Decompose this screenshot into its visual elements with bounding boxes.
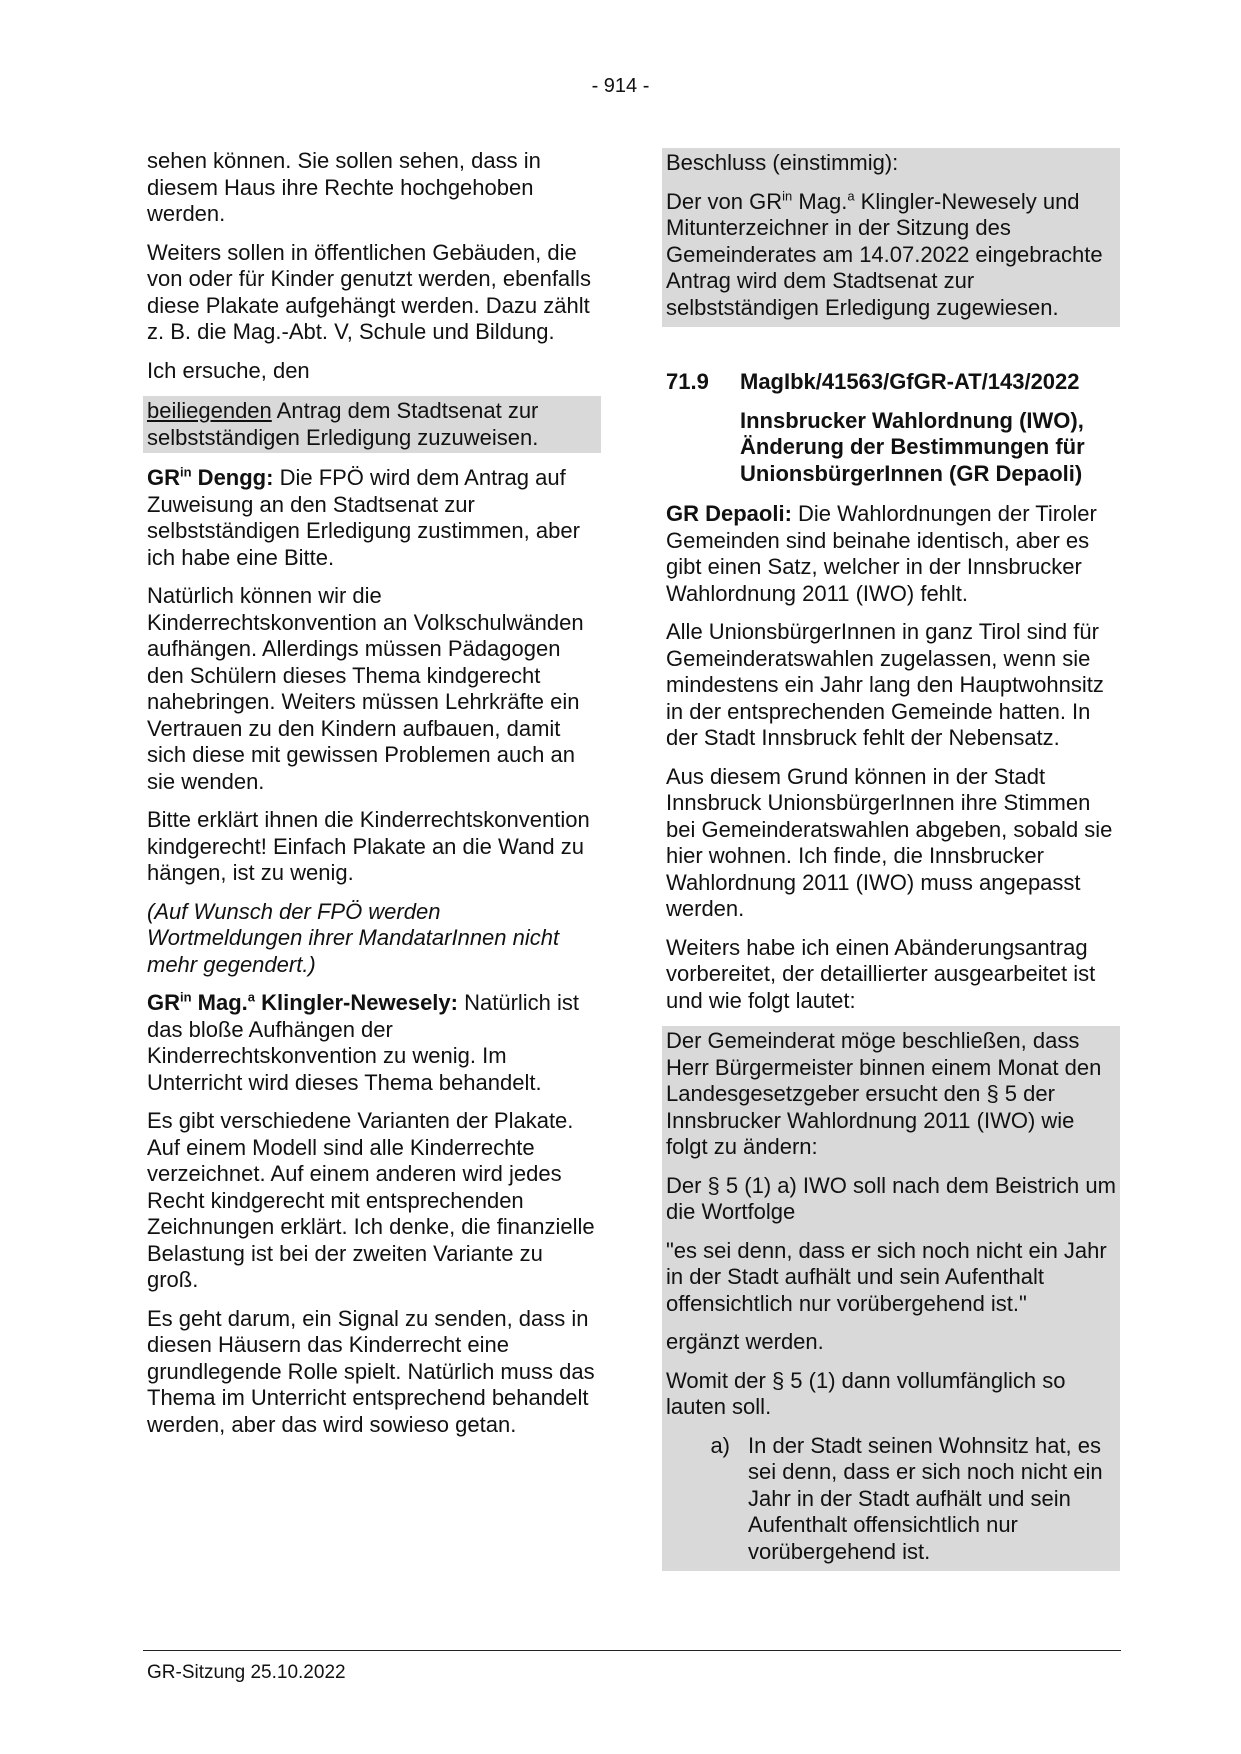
right-column xyxy=(666,148,1116,1571)
paragraph: Natürlich können wir die Kinderrechtskonvention an Volkschulwänden aufhängen. Allerdings müssen Pädagogen den Schülern dieses Thema kindgerecht nahebringen. Weiters müssen Lehrkräfte ein Vertrauen zu den Kindern aufbauen, damit sich diese mit gewissen Problemen auch an sie wenden. xyxy=(147,583,584,794)
speaker-name: $GR^{in}$ Mag.$^a$ Klingler-Newesely: xyxy=(147,989,458,1015)
speaker-name: $GR^{in}$ Dengg: xyxy=(147,464,274,490)
paragraph: sehen können. Sie sollen sehen, dass in diesem Haus ihre Rechte hochgehoben werden. xyxy=(147,148,541,226)
agenda-reference: MagIbk/41563/GfGR-AT/143/2022 xyxy=(740,369,1080,394)
speech-text: Natürlich ist das bloße Aufhängen der Kinderrechtskonvention zu wenig. Im Unterricht wird dieses Thema behandelt. xyxy=(147,990,580,1095)
list-text: In der Stadt seinen Wohnsitz hat, es sei denn, dass er sich noch nicht ein Jahr in der Stadt aufhält und sein Aufenthalt offensichtlich nur vorübergehend ist. xyxy=(748,1432,1103,1564)
list-item xyxy=(666,1433,1116,1566)
list-letter: a) xyxy=(710,1432,730,1458)
amendment-paragraph: ergänzt werden. xyxy=(666,1329,824,1354)
resolution-box xyxy=(662,148,1120,327)
amendment-box xyxy=(662,1026,1120,1571)
amendment-paragraph: Der Gemeinderat möge beschließen, dass Herr Bürgermeister binnen einem Monat den Landesgesetzgeber ersucht den § 5 der Innsbrucker Wahlordnung 2011 (IWO) wie folgt zu ändern: xyxy=(666,1028,1102,1159)
footer-text: GR-Sitzung 25.10.2022 xyxy=(147,1662,346,1683)
paragraph: Ich ersuche, den xyxy=(147,357,310,383)
underlined-word: beiliegenden xyxy=(147,398,272,423)
italic-note: (Auf Wunsch der FPÖ werden Wortmeldungen ihrer MandatarInnen nicht mehr gegendert.) xyxy=(147,898,560,977)
speech-text: Die FPÖ wird dem Antrag auf Zuweisung an den Stadtsenat zur selbstständigen Erledigung zustimmen, aber ich habe eine Bitte. xyxy=(147,465,580,570)
speech-dengg xyxy=(147,465,597,571)
amendment-paragraph: Womit der § 5 (1) dann vollumfänglich so lauten soll. xyxy=(666,1367,1066,1419)
speaker-name: GR Depaoli: xyxy=(666,501,792,526)
agenda-heading xyxy=(666,369,1116,396)
paragraph: Es gibt verschiedene Varianten der Plakate. Auf einem Modell sind alle Kinderrechte verzeichnet. Auf einem anderen wird jedes Recht kindgerecht mit entsprechenden Zeichnungen erklärt. Ich denke, die finanzielle Belastung ist bei der zweiten Variante zu groß. xyxy=(147,1108,595,1292)
speech-text: Die Wahlordnungen der Tiroler Gemeinden sind beinahe identisch, aber es gibt einen Satz, welcher in der Innsbrucker Wahlordnung 2011 (IWO) fehlt. xyxy=(666,501,1097,606)
motion-text xyxy=(143,396,601,453)
page-number: - 914 - xyxy=(591,75,650,97)
agenda-title: Innsbrucker Wahlordnung (IWO), Änderung der Bestimmungen für UnionsbürgerInnen (GR Depaoli) xyxy=(740,407,1085,486)
speech-klingler-newesely xyxy=(147,990,597,1096)
paragraph: Weiters sollen in öffentlichen Gebäuden, die von oder für Kinder genutzt werden, ebenfalls diese Plakate aufgehängt werden. Dazu zählt z. B. die Mag.-Abt. V, Schule und Bildung. xyxy=(147,239,591,344)
amendment-paragraph: "es sei denn, dass er sich noch nicht ein Jahr in der Stadt aufhält und sein Aufenthalt offensichtlich nur vorübergehend ist." xyxy=(666,1237,1107,1316)
agenda-number: 71.9 xyxy=(666,369,709,394)
motion-rest: Antrag dem Stadtsenat zur selbstständigen Erledigung zuzuweisen. xyxy=(147,398,539,450)
resolution-text: Der von $GR^{in}$ Mag.$^a$ Klingler-Newesely und Mitunterzeichner in der Sitzung des Gemeinderates am 14.07.2022 eingebrachte Antrag wird dem Stadtsenat zur selbstständigen Erledigung zugewiesen. xyxy=(666,188,1103,320)
paragraph: Es geht darum, ein Signal zu senden, dass in diesen Häusern das Kinderrecht eine grundlegende Rolle spielt. Natürlich muss das Thema im Unterricht entsprechend behandelt werden, aber das wird sowieso getan. xyxy=(147,1305,595,1437)
left-column xyxy=(147,148,597,1450)
footer-divider xyxy=(143,1650,1121,1651)
paragraph: Alle UnionsbürgerInnen in ganz Tirol sind für Gemeinderatswahlen zugelassen, wenn sie mindestens ein Jahr lang den Hauptwohnsitz in der entsprechenden Gemeinde hatten. In der Stadt Innsbruck fehlt der Nebensatz. xyxy=(666,619,1104,750)
paragraph: Bitte erklärt ihnen die Kinderrechtskonvention kindgerecht! Einfach Plakate an die Wand zu hängen, ist zu wenig. xyxy=(147,807,590,885)
speech-depaoli xyxy=(666,501,1116,607)
paragraph: Weiters habe ich einen Abänderungsantrag vorbereitet, der detaillierter ausgearbeitet ist und wie folgt lautet: xyxy=(666,934,1096,1013)
amendment-paragraph: Der § 5 (1) a) IWO soll nach dem Beistrich um die Wortfolge xyxy=(666,1172,1116,1224)
paragraph: Aus diesem Grund können in der Stadt Innsbruck UnionsbürgerInnen ihre Stimmen bei Gemeinderatswahlen abgeben, sobald sie hier wohnen. Ich finde, die Innsbrucker Wahlordnung 2011 (IWO) muss angepasst werden. xyxy=(666,763,1113,921)
resolution-label: Beschluss (einstimmig): xyxy=(666,150,899,175)
